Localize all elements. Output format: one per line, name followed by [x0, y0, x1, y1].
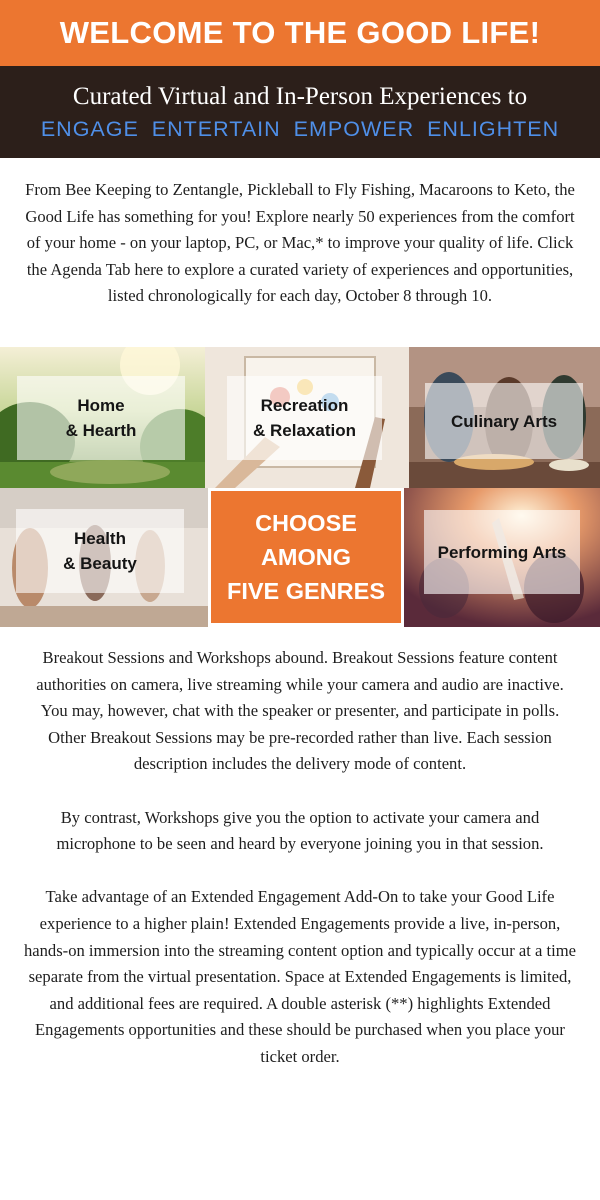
genre-label-culinary-line1: Culinary Arts: [450, 411, 558, 431]
genre-label-health-line1: Health: [74, 529, 126, 548]
genre-label-culinary: [425, 383, 583, 459]
genre-tile-home-hearth[interactable]: [0, 347, 205, 488]
page-title: WELCOME TO THE GOOD LIFE!: [59, 15, 541, 50]
genre-label-recreation: [227, 376, 382, 460]
genre-label-home: [17, 376, 185, 460]
tagline-banner: [0, 66, 600, 158]
choose-line3: FIVE GENRES: [226, 578, 385, 604]
welcome-banner: [0, 0, 600, 66]
choose-genres-tile: [208, 488, 404, 626]
breakout-paragraph: Breakout Sessions and Workshops abound. Breakout Sessions feature content authorities on camera, live streaming while your camera and audio are inactive. You may, however, chat with the speaker or presenter, and participate in polls. Other Breakout Sessions may be pre-recorded rather than live. Each session description includes the delivery mode of content.: [36, 648, 564, 774]
genre-label-health: [16, 509, 184, 593]
body-text: [0, 627, 600, 1071]
choose-line1: CHOOSE: [255, 510, 357, 536]
genre-tile-recreation[interactable]: [205, 347, 409, 488]
choose-line2: AMONG: [260, 544, 352, 570]
genre-tile-performing[interactable]: [404, 488, 600, 627]
extended-paragraph: Take advantage of an Extended Engagement Add-On to take your Good Life experience to a higher plain! Extended Engagements provide a live, in-person, hands-on immersion into the streaming content option and typically occur at a time separate from the virtual presentation. Space at Extended Engagements is limited, and additional fees are required. A double asterisk (**) highlights Extended Engagements opportunities and these should be purchased when you place your ticket order.: [23, 887, 577, 1066]
genre-label-performing: [424, 510, 580, 594]
workshops-paragraph: By contrast, Workshops give you the option to activate your camera and microphone to be seen and heard by everyone joining you in that session.: [56, 807, 544, 854]
genre-label-home-line2: & Hearth: [65, 421, 137, 440]
genre-label-health-line2: & Beauty: [63, 554, 137, 573]
genre-label-recreation-line1: Recreation: [260, 396, 349, 415]
genre-grid: [0, 347, 600, 627]
genre-tile-health[interactable]: [0, 488, 208, 627]
genre-label-performing-line1: Performing Arts: [437, 542, 567, 562]
verbs-text: ENGAGE ENTERTAIN EMPOWER ENLIGHTEN: [40, 117, 560, 141]
genre-label-recreation-line2: & Relaxation: [253, 421, 356, 440]
tagline-text: Curated Virtual and In-Person Experiences to: [72, 83, 528, 110]
genre-tile-culinary[interactable]: [409, 347, 600, 488]
genre-label-home-line1: Home: [77, 396, 125, 415]
intro-paragraph: From Bee Keeping to Zentangle, Pickleball to Fly Fishing, Macaroons to Keto, the Good Life has something for you! Explore nearly 50 experiences from the comfort of your home - on your laptop, PC, or Mac,* to improve your quality of life. Click the Agenda Tab here to explore a curated variety of experiences and opportunities, listed chronologically for each day, October 8 through 10.: [25, 180, 575, 306]
